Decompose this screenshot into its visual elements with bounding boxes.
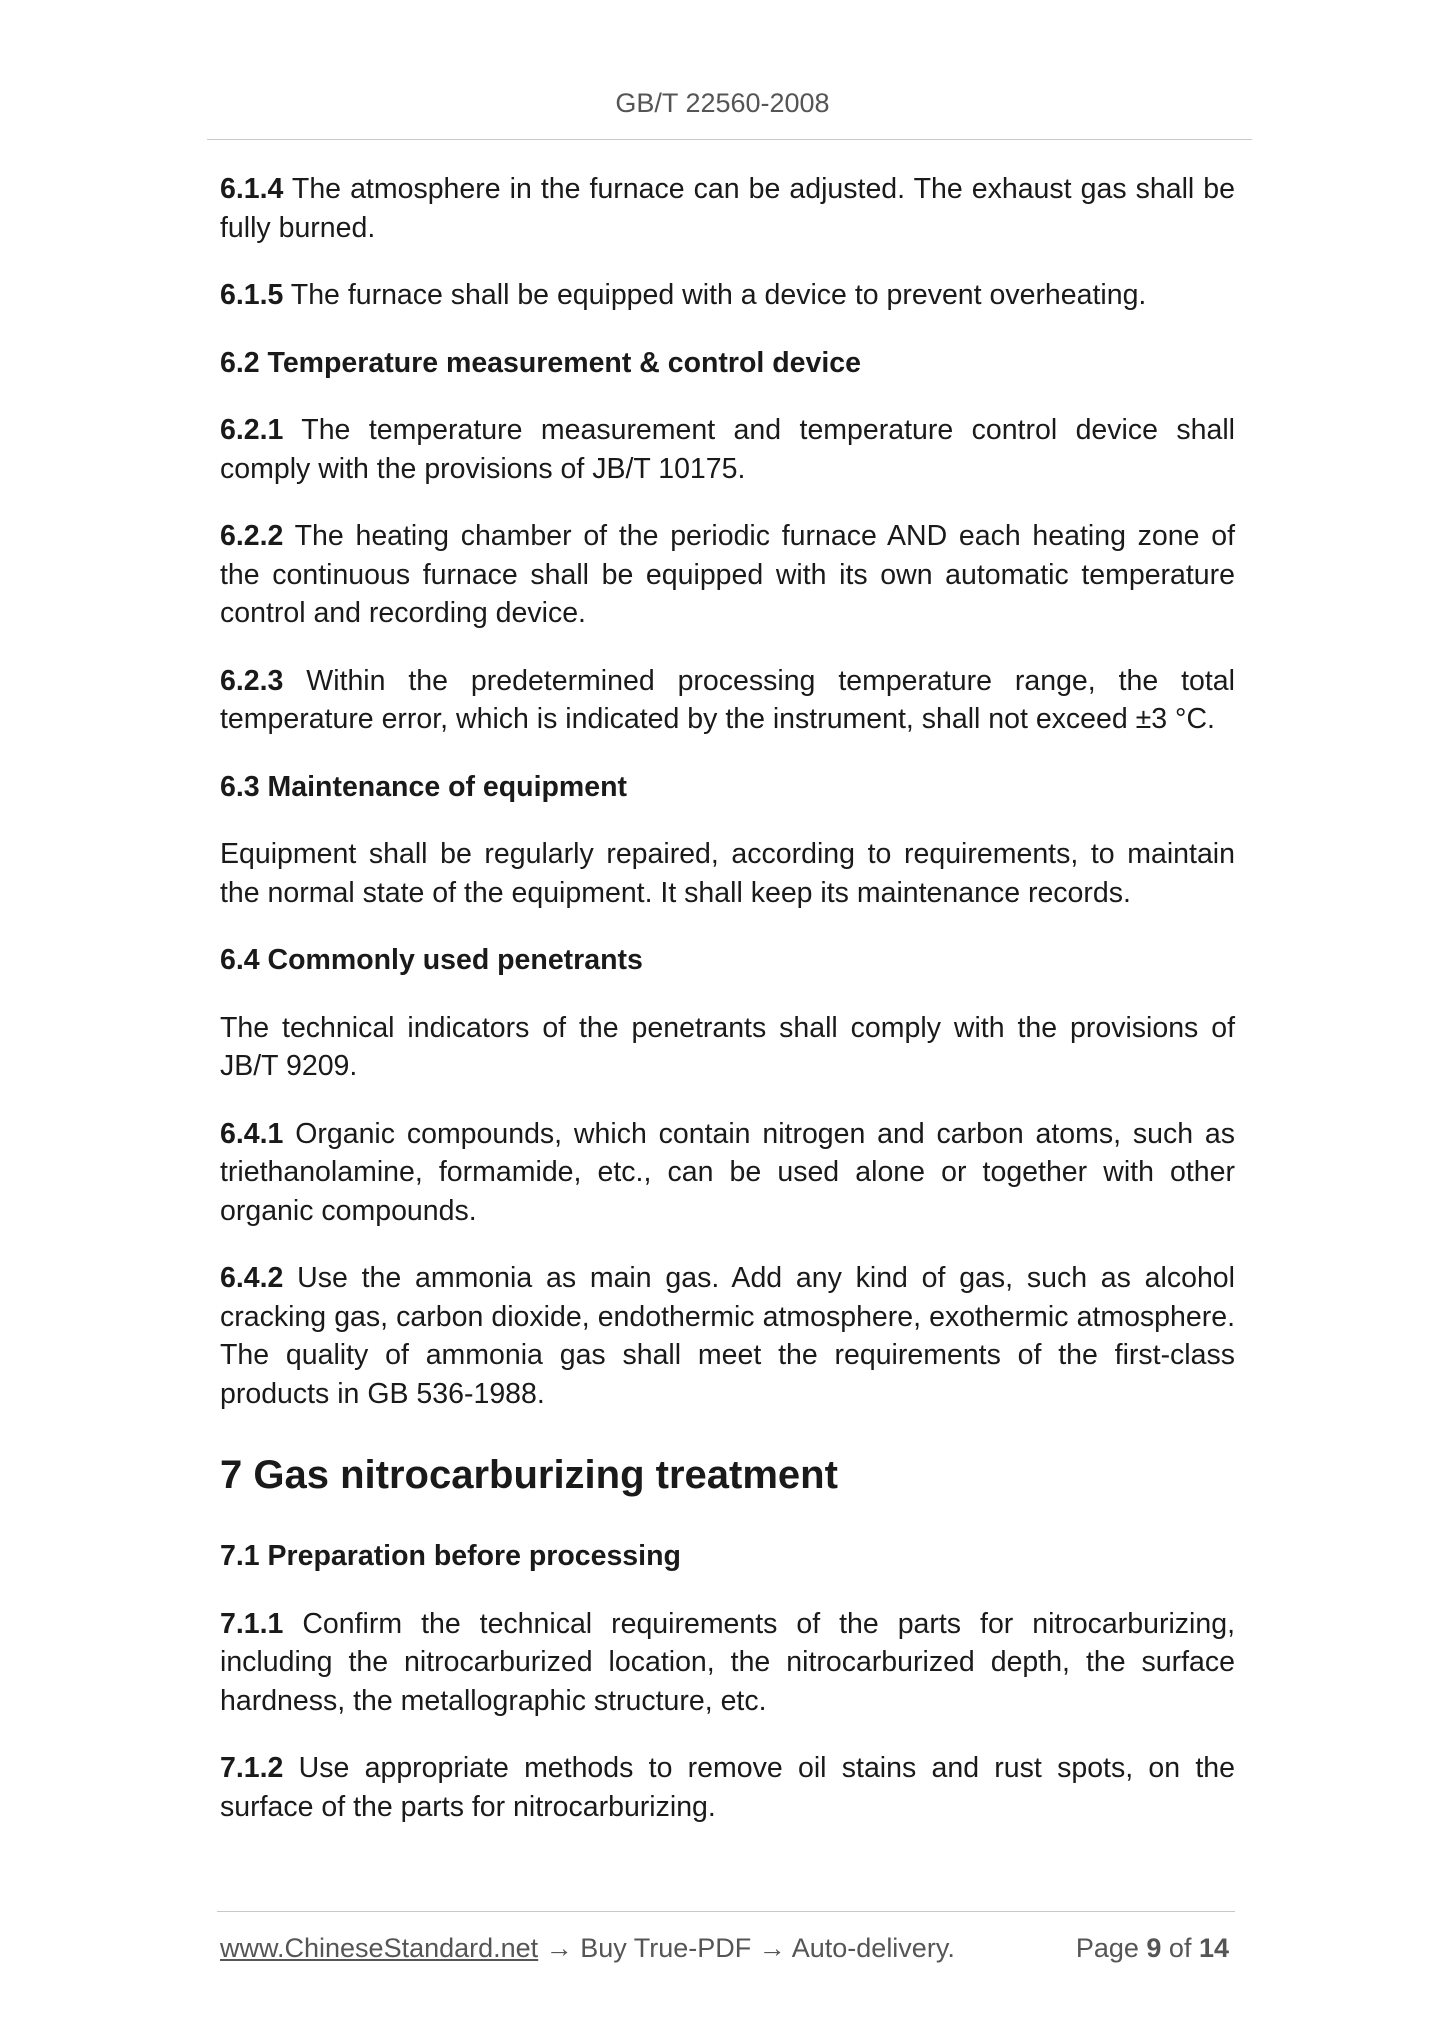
document-code: GB/T 22560-2008 [615,88,830,118]
paragraph-6-3: Equipment shall be regularly repaired, according to requirements, to maintain the normal state of the equipment. It shall keep its maintenance records. [220,838,1235,909]
clause-text: Within the predetermined processing temperature range, the total temperature error, which is indicated by the instrument, shall not exceed ±3 °C. [220,664,1235,735]
clause-6-1-5 [220,276,1235,315]
clause-number: 6.2.2 [220,520,284,552]
clause-6-1-4 [220,170,1235,247]
section-heading-7-1: 7.1 Preparation before processing [220,1540,681,1572]
clause-6-2-3 [220,662,1235,739]
of-label: of [1161,1933,1199,1963]
clause-number: 7.1.2 [220,1752,284,1784]
clause-text: Organic compounds, which contain nitrogen and carbon atoms, such as triethanolamine, formamide, etc., can be used alone or together with other organic compounds. [220,1117,1235,1227]
page-indicator [1076,1930,1229,1966]
clause-number: 7.1.1 [220,1607,284,1640]
page-number: 9 [1146,1933,1162,1963]
clause-text: The heating chamber of the periodic furnace AND each heating zone of the continuous furnace shall be equipped with its own automatic temperature control and recording device. [220,520,1235,629]
page-label: Page [1075,1933,1147,1963]
chapter-heading-7: 7 Gas nitrocarburizing treatment [220,1453,838,1497]
section-heading-6-2: 6.2 Temperature measurement & control device [220,346,861,379]
clause-text: The atmosphere in the furnace can be adjusted. The exhaust gas shall be fully burned. [220,173,1235,244]
footer-promo [220,1930,955,1966]
section-heading-6-3: 6.3 Maintenance of equipment [220,770,627,803]
clause-number: 6.2.1 [220,414,284,446]
clause-text: Use the ammonia as main gas. Add any kind of gas, such as alcohol cracking gas, carbon dioxide, endothermic atmosphere, exothermic atmosphere. The quality of ammonia gas shall meet the requirements of the first-class products in GB 536-1988. [220,1262,1235,1410]
website-link[interactable]: www.ChineseStandard.net [220,1933,539,1963]
clause-number: 6.4.2 [220,1262,284,1294]
clause-number: 6.1.4 [220,173,284,205]
paragraph-6-4: The technical indicators of the penetrants shall comply with the provisions of JB/T 9209. [220,1011,1235,1082]
clause-6-4-1 [220,1115,1235,1231]
page-total: 14 [1198,1933,1229,1963]
clause-number: 6.1.5 [220,279,284,311]
clause-number: 6.4.1 [220,1117,284,1150]
document-body [220,170,1235,1855]
footer-divider [217,1911,1235,1912]
clause-7-1-2 [220,1749,1235,1826]
clause-text: The temperature measurement and temperature control device shall comply with the provisions of JB/T 10175. [220,414,1235,485]
clause-6-2-1 [220,411,1235,488]
clause-7-1-1 [220,1605,1235,1721]
clause-text: The furnace shall be equipped with a device to prevent overheating. [283,279,1147,311]
clause-text: Confirm the technical requirements of the parts for nitrocarburizing, including the nitrocarburized location, the nitrocarburized depth, the surface hardness, the metallographic structure, etc. [220,1607,1235,1717]
header-divider [207,139,1252,140]
section-heading-6-4: 6.4 Commonly used penetrants [220,944,643,976]
clause-number: 6.2.3 [220,664,284,697]
clause-text: Use appropriate methods to remove oil stains and rust spots, on the surface of the parts for nitrocarburizing. [220,1752,1235,1823]
clause-6-4-2 [220,1259,1235,1413]
promo-text: → Buy True-PDF → Auto-delivery. [538,1933,955,1963]
clause-6-2-2 [220,517,1235,633]
